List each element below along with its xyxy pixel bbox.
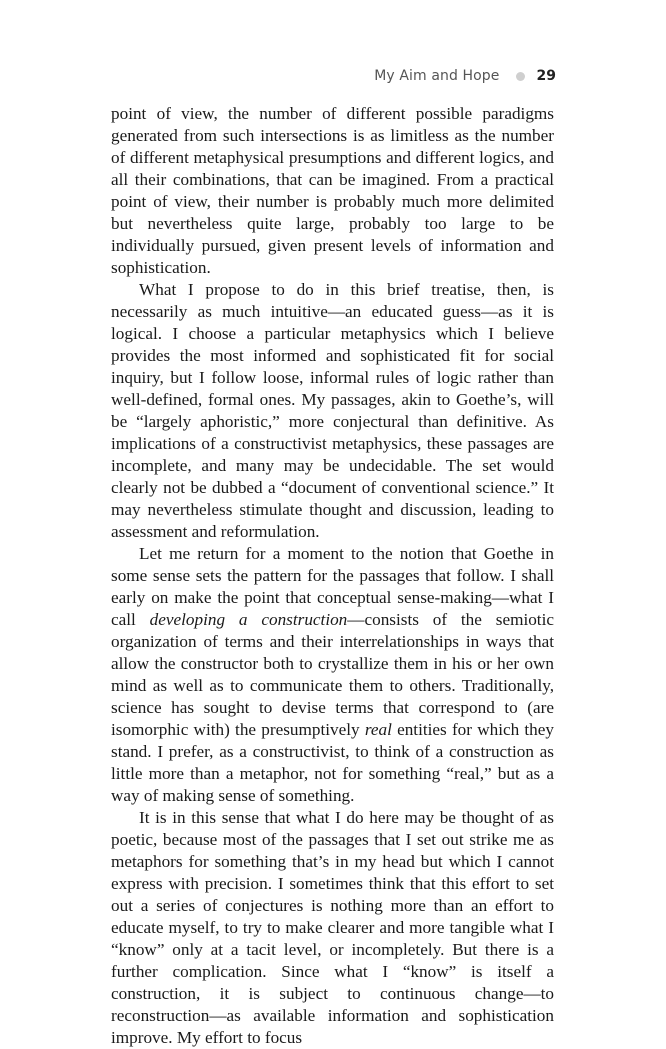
paragraph-text: entities for which they stand. I prefer, as a constructivist, to think of a construction as little more than a metaphor, not for something “real,” but as a way of making sense of something.	[111, 720, 555, 805]
italic-term: real	[364, 720, 392, 739]
separator-dot-icon	[516, 72, 525, 81]
paragraph-text: point of view, the number of different possible paradigms generated from such intersections is as limitless as the number of different metaphysical presumptions and different logics, and all their combinations, that can be imagined. From a practical point of view, their number is probably much more delimited but nevertheless quite large, probably too large to be individually pursued, given present levels of information and sophistication.	[111, 104, 554, 277]
running-head	[374, 68, 556, 84]
paragraph	[111, 103, 554, 279]
paragraph-text: —consists of the semiotic organization of terms and their interrelationships in ways that allow the constructor both to crystallize them in his or her own mind as well as to communicate them to others. Traditionally, science has sought to devise terms that correspond to (are isomorphic with) the presumptively	[111, 610, 554, 739]
body-text	[111, 103, 554, 1049]
running-head-title: My Aim and Hope	[374, 68, 500, 84]
paragraph-text: Let me return for a moment to the notion that Goethe in some sense sets the pattern for the passages that follow. I shall early on make the point that conceptual sense-making—what I call	[111, 544, 554, 629]
paragraph	[111, 543, 554, 807]
italic-term: developing a construction	[149, 610, 348, 629]
paragraph-text: What I propose to do in this brief treatise, then, is necessarily as much intuitive—an educated guess—as it is logical. I choose a particular metaphysics which I believe provides the most informed and sophisticated fit for social inquiry, but I follow loose, informal rules of logic rather than well-defined, formal ones. My passages, akin to Goethe’s, will be “largely aphoristic,” more conjectural than definitive. As implications of a constructivist metaphysics, these passages are incomplete, and many may be undecidable. The set would clearly not be dubbed a “document of conventional science.” It may nevertheless stimulate thought and discussion, leading to assessment and reformulation.	[111, 280, 554, 541]
paragraph-text: It is in this sense that what I do here may be thought of as poetic, because most of the passages that I set out strike me as metaphors for something that’s in my head but which I cannot express with precision. I sometimes think that this effort to set out a series of conjectures is nothing more than an effort to educate myself, to try to make clearer and more tangible what I “know” only at a tacit level, or incompletely. But there is a further complication. Since what I “know” is itself a construction, it is subject to continuous change—to reconstruction—as available information and sophistication improve. My effort to focus	[111, 808, 554, 1047]
page-number: 29	[536, 68, 556, 84]
paragraph	[111, 807, 554, 1049]
paragraph	[111, 279, 554, 543]
